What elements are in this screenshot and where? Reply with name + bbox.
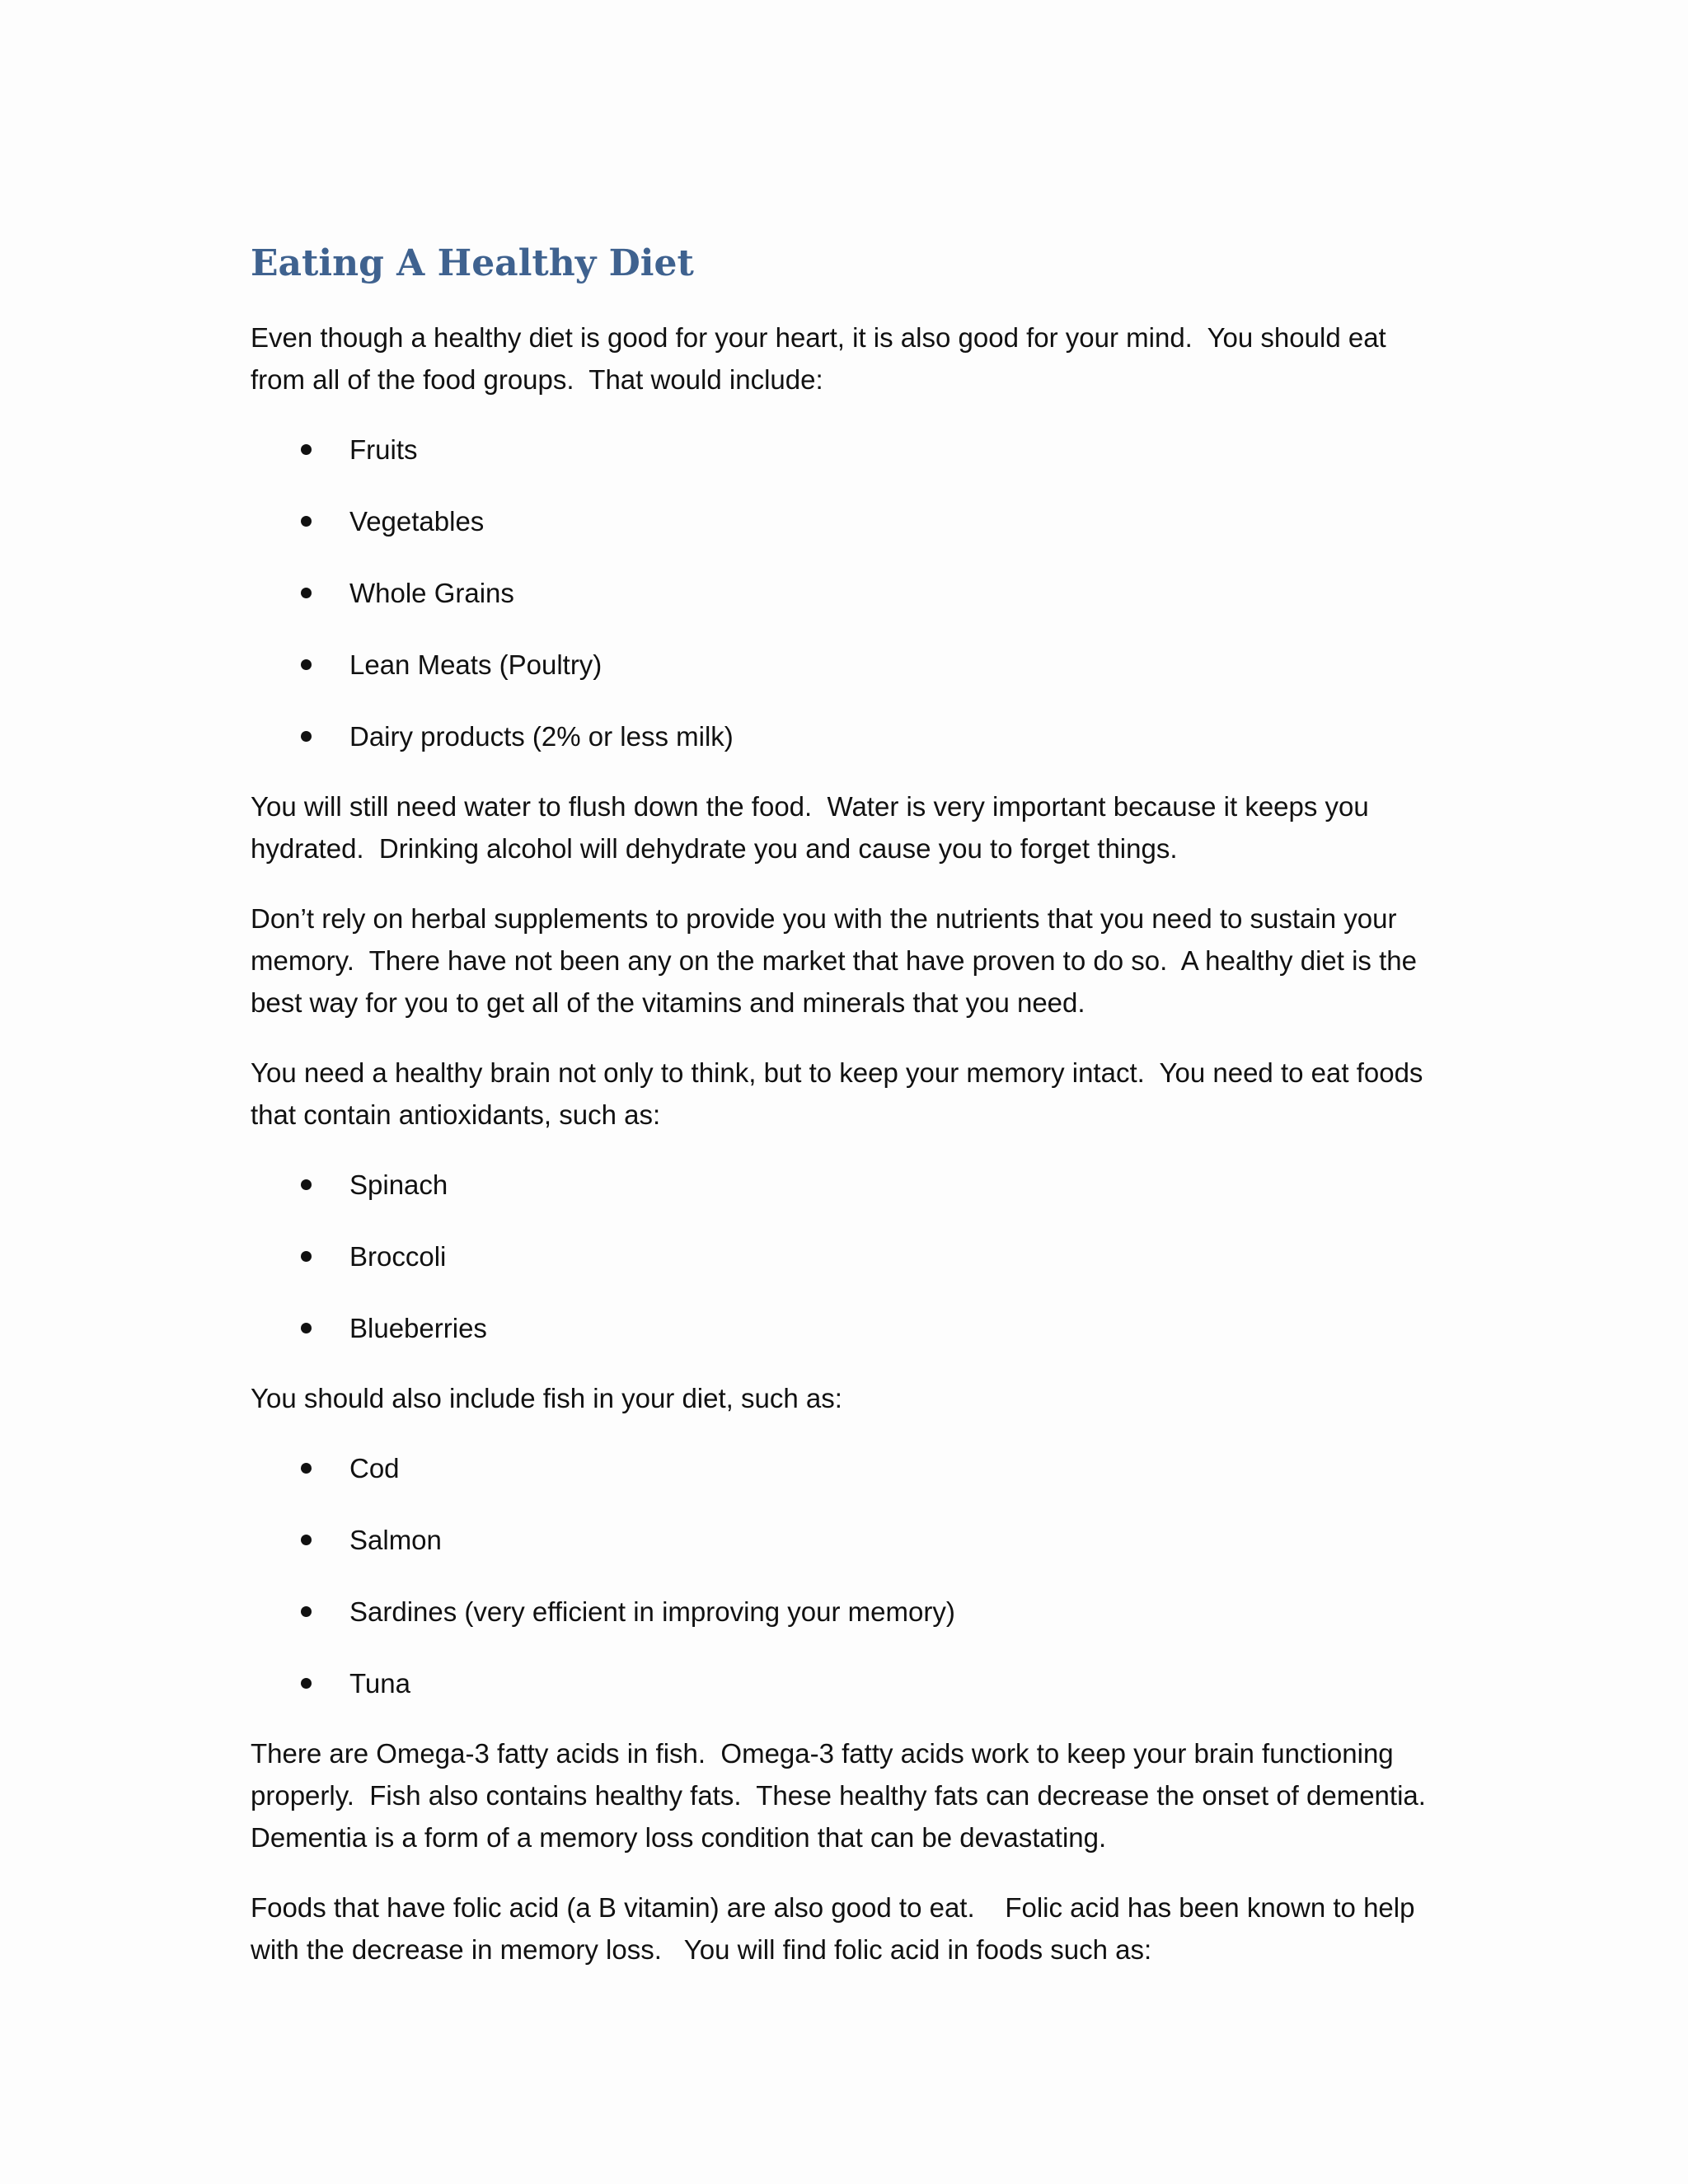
list-item [251,1662,1437,1704]
paragraph-omega3: There are Omega-3 fatty acids in fish. Omega-3 fatty acids work to keep your brain functioning properly. Fish also contains healthy fats. These healthy fats can decrease the onset of dementia. Dementia is a form of a memory loss condition that can be devastating. [251,1738,1442,1853]
paragraph-water: You will still need water to flush down the food. Water is very important because it keeps you hydrated. Drinking alcohol will dehydrate you and cause you to forget things. [251,791,1376,864]
paragraph-folic-acid: Foods that have folic acid (a B vitamin) are also good to eat. Folic acid has been known to help with the decrease in memory loss. You will find folic acid in foods such as: [251,1892,1423,1965]
list-item-text: Fruits [349,434,418,465]
list-item-text: Cod [349,1453,400,1483]
paragraph-intro: Even though a healthy diet is good for your heart, it is also good for your mind. You should eat from all of the food groups. That would include: [251,322,1394,395]
bullet-icon [301,1535,312,1545]
list-item-text: Salmon [349,1525,442,1555]
bullet-icon [301,1606,312,1617]
list-item-text: Broccoli [349,1241,447,1272]
list-item-text: Dairy products (2% or less milk) [349,721,734,752]
document-body [251,239,1442,1999]
paragraph-supplements: Don’t rely on herbal supplements to provide you with the nutrients that you need to sustain your memory. There have not been any on the market that have proven to do so. A healthy diet is the best way for you to get all of the vitamins and minerals that you need. [251,903,1425,1018]
list-item-text: Whole Grains [349,578,514,608]
list-item [251,1519,1437,1561]
list-item-text: Tuna [349,1668,410,1699]
paragraph-fish: You should also include fish in your diet, such as: [251,1383,842,1413]
bullet-icon [301,444,312,455]
list-item-text: Blueberries [349,1313,487,1343]
bullet-icon [301,1678,312,1689]
bullet-icon [301,659,312,670]
list-item-text: Vegetables [349,506,485,537]
list-item [251,429,1437,471]
bullet-icon [301,1251,312,1262]
food-groups-list [251,429,1437,757]
bullet-icon [301,588,312,598]
document-title: Eating A Healthy Diet [251,242,694,284]
bullet-icon [301,731,312,742]
list-item [251,1235,1437,1277]
list-item [251,1307,1437,1349]
bullet-icon [301,1179,312,1190]
list-item-text: Sardines (very efficient in improving your memory) [349,1596,955,1627]
bullet-icon [301,1463,312,1474]
antioxidants-list [251,1164,1437,1349]
list-item [251,1447,1437,1489]
bullet-icon [301,1323,312,1333]
list-item [251,1591,1437,1633]
fish-list [251,1447,1437,1704]
list-item-text: Spinach [349,1169,448,1200]
paragraph-antioxidants: You need a healthy brain not only to think, but to keep your memory intact. You need to eat foods that contain antioxidants, such as: [251,1057,1431,1130]
list-item [251,715,1437,757]
list-item [251,1164,1437,1206]
list-item [251,644,1437,686]
list-item [251,572,1437,614]
list-item-text: Lean Meats (Poultry) [349,649,603,680]
list-item [251,500,1437,542]
bullet-icon [301,516,312,527]
